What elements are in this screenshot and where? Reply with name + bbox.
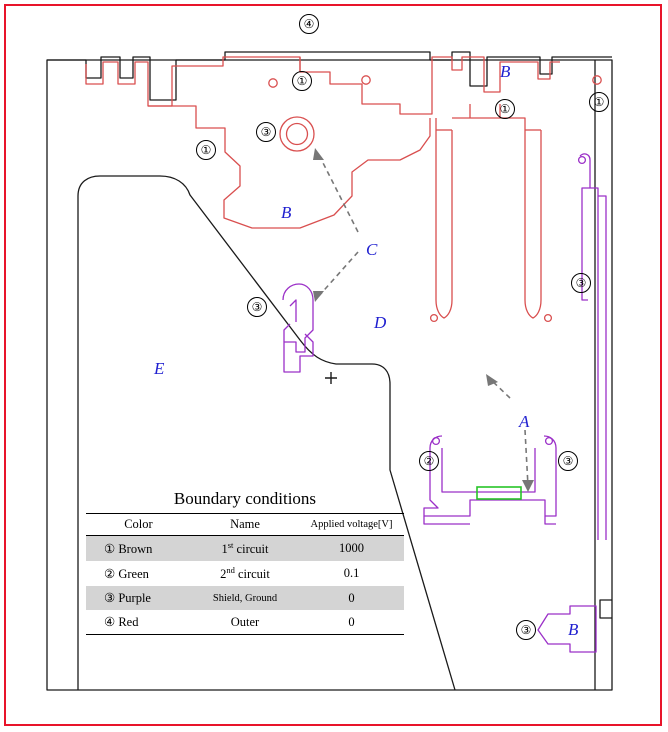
table-row [86, 610, 404, 635]
bc-color-3: Purple [118, 591, 151, 606]
plus-marker [325, 372, 337, 384]
table-row [86, 586, 404, 610]
bc-cell-voltage-3: 0 [299, 586, 404, 610]
table-row [86, 561, 404, 586]
circled-number-4-top: ④ [299, 14, 319, 34]
label-b-mid: B [281, 203, 292, 222]
bc-header-row [86, 514, 404, 536]
label-b-top: B [500, 62, 511, 81]
bc-cell-voltage-4: 0 [299, 610, 404, 635]
bc-cell-color-2 [86, 561, 191, 586]
bc-name-rest-1: circuit [233, 542, 269, 557]
bc-name-sup-1: st [227, 540, 234, 550]
bc-marker-4: ④ [104, 615, 116, 630]
circled-number-1-right: ① [589, 92, 609, 112]
bc-marker-1: ① [104, 541, 116, 556]
circuit-1-brown [86, 57, 601, 321]
bc-header-color: Color [86, 514, 191, 536]
bc-name-sup-2: nd [226, 565, 235, 576]
bc-cell-name-2 [191, 561, 299, 586]
bc-table [86, 513, 404, 635]
circuit-2-green [477, 487, 521, 499]
label-e: E [154, 359, 165, 378]
boundary-conditions-title: Boundary conditions [173, 489, 317, 508]
bc-cell-color-1 [86, 536, 191, 562]
bc-marker-2: ② [104, 566, 116, 581]
label-d: D [374, 313, 387, 332]
table-row [86, 536, 404, 562]
bc-header-voltage: Applied voltage[V] [299, 514, 404, 536]
bc-name-num-1: 1 [221, 542, 228, 557]
bc-name-num-2: 2 [220, 567, 227, 582]
circled-number-1-top: ① [292, 71, 312, 91]
bc-marker-3: ③ [104, 591, 116, 606]
bc-cell-voltage-2: 0.1 [343, 566, 360, 581]
bc-cell-name-1 [191, 536, 299, 562]
bc-color-4: Red [118, 615, 139, 630]
circled-number-3-mid: ③ [247, 297, 267, 317]
bc-color-1: Brown [118, 541, 153, 556]
bc-cell-name-4: Outer [191, 610, 299, 635]
label-b-bottom: B [568, 620, 579, 639]
bc-color-2: Green [118, 566, 149, 581]
leader-arrowheads [313, 148, 534, 492]
bc-header-name: Name [191, 514, 299, 536]
circled-number-1-left: ① [196, 140, 216, 160]
circled-number-3-lower: ③ [516, 620, 536, 640]
label-c: C [366, 240, 378, 259]
bc-cell-name-3: Shield, Ground [191, 586, 299, 610]
circled-number-3-ring: ③ [256, 122, 276, 142]
bc-cell-voltage-1: 1000 [299, 536, 404, 562]
bc-name-rest-2: circuit [234, 567, 270, 582]
circled-number-3-bottom: ③ [558, 451, 578, 471]
circled-number-3-right: ③ [571, 273, 591, 293]
circled-number-2-bottom: ② [419, 451, 439, 471]
bc-cell-color-4 [86, 610, 191, 635]
circled-number-1-upper-right: ① [495, 99, 515, 119]
bc-cell-color-3 [86, 586, 191, 610]
label-a: A [519, 412, 530, 431]
leader-lines [318, 153, 528, 486]
boundary-conditions-table [86, 489, 404, 635]
